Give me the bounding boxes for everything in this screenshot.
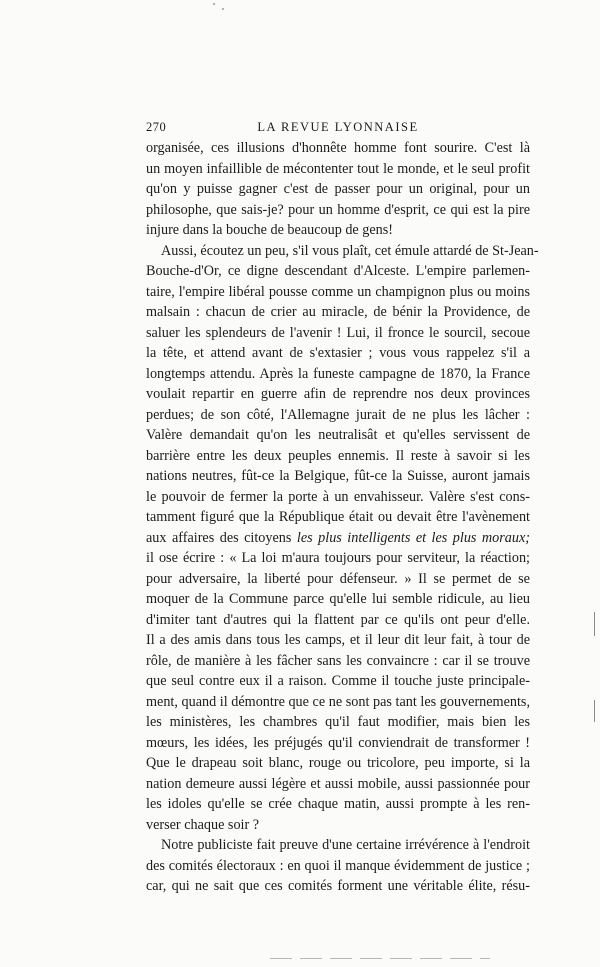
text-line: moquer de la Commune parce qu'elle lui semble ridicule, au lieu (146, 591, 530, 607)
text-line: qu'on y puisse gagner c'est de passer pour un original, pour un (146, 181, 530, 197)
text-line: les idoles qu'elle se crée chaque matin, aussi prompte à les ren- (146, 796, 530, 812)
text-line: nations neutres, fût-ce la Belgique, fût-ce la Suisse, auront jamais (146, 468, 530, 484)
text-line: barrière entre les deux peuples ennemis. Il reste à savoir si les (146, 447, 530, 464)
italic-phrase: les plus intelligents et les plus moraux; (296, 529, 530, 546)
page-header (146, 120, 530, 140)
text-line: rôle, de manière à les fâcher sans les convaincre : car il se trouve (146, 652, 530, 669)
text-line: la tête, et attend avant de s'extasier ; vous vous rappelez s'il a (146, 345, 530, 361)
text-line: Valère demandait qu'on les neutralisât et qu'elles servissent de (146, 427, 530, 443)
text-line: ment, quand il démontre que ce ne sont pas tant les gouvernements, (146, 693, 530, 710)
text-line: pour adversaire, la liberté pour défenseur. » Il se permet de se (146, 570, 530, 587)
text-line: verser chaque soir ? (146, 816, 260, 833)
text-line: Bouche-d'Or, ce digne descendant d'Alceste. L'empire parlemen- (146, 263, 530, 279)
text-line: organisée, ces illusions d'honnête homme font sourire. C'est là (146, 140, 530, 156)
scan-speck (222, 8, 224, 10)
text-line: Que le drapeau soit blanc, rouge ou tricolore, peu importe, si la (146, 755, 530, 771)
text-line: car, qui ne sait que ces comités forment une véritable élite, résu- (146, 878, 530, 894)
paragraph-start-line: Notre publiciste fait preuve d'une certaine irrévérence à l'endroit (161, 837, 530, 853)
text-line: taire, l'empire libéral pousse comme un champignon plus ou moins (146, 283, 530, 300)
text-line: un moyen infaillible de mécontenter tout le monde, et le seul profit (146, 160, 530, 177)
text-line: philosophe, que sais-je? pour un homme d'esprit, ce qui est la pire (146, 201, 530, 218)
text-line: des comités électoraux : en quoi il manque évidemment de justice ; (146, 857, 530, 874)
text-line: le pouvoir de fermer la porte à un envahisseur. Valère s'est cons- (146, 488, 530, 505)
text-line: longtemps attendu. Après la funeste campagne de 1870, la France (146, 365, 530, 382)
text-line: tamment figuré que la République était ou devait être l'avènement (146, 509, 530, 525)
paragraph-start-line: Aussi, écoutez un peu, s'il vous plaît, cet émule attardé de St-Jean- (161, 242, 539, 259)
text-line: saluer les splendeurs de l'avenir ! Lui, il fronce le sourcil, secoue (146, 324, 530, 341)
text-line: Il a des amis dans tous les camps, et il leur dit leur fait, à tour de (146, 632, 530, 648)
page-number: 270 (146, 120, 167, 134)
text-line: voulait repartir en guerre afin de reprendre nos deux provinces (146, 386, 530, 402)
scan-speck (213, 3, 215, 5)
running-title: LA REVUE LYONNAISE (257, 120, 419, 134)
scan-bottom-edge (270, 958, 490, 959)
text-line-with-italic (146, 528, 530, 549)
scan-margin-mark (594, 700, 595, 722)
text-line: malsain : chacun de crier au miracle, de bénir la Providence, de (146, 304, 530, 320)
text-segment: aux affaires des citoyens (146, 529, 292, 546)
text-line: d'imiter tant d'autres qui la flattent par ce qu'ils ont peur d'elle. (146, 611, 530, 628)
text-line: injure dans la bouche de beaucoup de gens! (146, 222, 394, 238)
text-line: il ose écrire : « La loi m'aura toujours pour serviteur, la réaction; (146, 550, 530, 566)
text-line: mœurs, les idées, les préjugés qu'il conviendrait de transformer ! (146, 734, 530, 751)
text-line: que seul contre eux il a raison. Comme il touche juste principale- (146, 673, 530, 689)
text-line: perdues; de son côté, l'Allemagne jurait de ne plus les lâcher : (146, 406, 530, 423)
scan-margin-mark (594, 612, 595, 636)
text-line: nation demeure aussi légère et aussi mobile, aussi passionnée pour (146, 775, 530, 792)
text-line: les ministères, les chambres qu'il faut modifier, mais bien les (146, 714, 530, 730)
body-text (146, 138, 539, 897)
